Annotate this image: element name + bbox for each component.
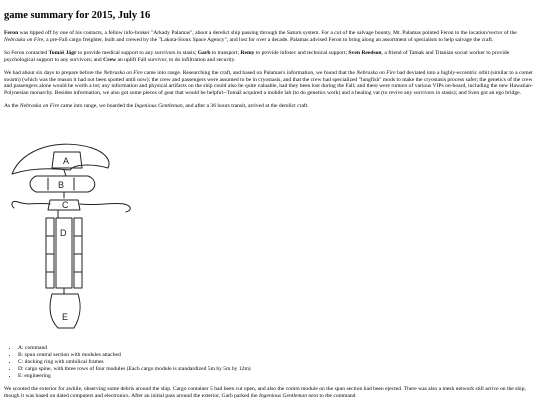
section-e-engineering <box>50 294 80 328</box>
text: , and after a 36 hours transit, arrived at the derelict craft. <box>182 103 309 110</box>
ship-sketch-diagram <box>8 138 148 343</box>
name-tomas: Tomáš Jägr <box>48 49 77 56</box>
text: , a friend of Tamak and Titanian social worker to provide psychological support to any survivors; and <box>4 49 510 63</box>
text: came into range, we boarded the <box>59 103 135 110</box>
ship-name: Nebraska on Fire <box>356 69 396 76</box>
name-sven: Sven Reedson <box>348 49 382 56</box>
paragraph-crew <box>4 50 536 64</box>
paragraph-scouting <box>4 386 536 400</box>
text: So Feron contacted <box>4 49 49 56</box>
text: We scouted the exterior for awhile, observing some debris around the ship. Cargo container 5 had been cut open, and also the comm module on the spun section had been ejected. There was also a mesh network still active on the ship, though it was based on dated computers and electronics. After an initial pass around the exterior, Garb parked the <box>4 385 526 399</box>
legend-item: • A: command <box>18 345 536 352</box>
text: to provide medical support to any survivors in stasis; <box>76 49 198 56</box>
legend-item: • C: docking ring with umbilical frames <box>18 359 536 366</box>
label-a: A <box>63 156 70 167</box>
ship-name: Nebraska on Fire <box>19 103 60 110</box>
label-d: D <box>60 228 67 239</box>
ship-name: Ingenious Gentleman <box>259 392 308 399</box>
text: next to the command <box>307 392 356 399</box>
name-crew: Crew <box>103 56 117 63</box>
legend-list <box>4 345 536 380</box>
text: was tipped off by one of his contacts, a fellow info-broker "Arkady Palamas", about a derelict ship passing through the Saturn system. For a cut of the salvage bounty, Mr. Palamas pointed Feron to the location/vector of the <box>18 30 517 36</box>
text: to transport; <box>210 49 241 56</box>
legend-item: • E: engineering <box>18 373 536 380</box>
page-title: game summary for 2015, July 16 <box>4 10 151 21</box>
text: had deviated into a highly-eccentric orbit (similar to a comet swarm) (which was the reason it had not been spotted until now); the crew and passengers were assumed to be in cryostasis, and that the crew had specialized "lungfish" mods to make the cryostasis process safer; the genetics of the crew and passengers alone would be worth a lot; any information and physical artifacts on the ship could also be quite valuable, had they been lost during the Fall; and there were rumors of various VIPs on-board, including the new Hawaiian-Polynesian monarchy. Besides information, we also got some pieces of gear that would be helpful--Tomáš acquired a mobile lab (to do genetics work) and a healing vat (to revive any survivors in stasis); and Sven got an ego bridge. <box>4 69 533 97</box>
connector <box>64 170 66 176</box>
paragraph-intro <box>4 30 536 44</box>
text: As the <box>4 103 20 110</box>
umbilical-left <box>12 202 50 209</box>
name-garb: Garb <box>197 49 211 56</box>
label-e: E <box>62 312 69 323</box>
text: to provide infosec and technical support; <box>254 49 349 56</box>
name-feron: Feron <box>4 30 19 36</box>
cargo-row-right <box>74 218 82 288</box>
paragraph-research <box>4 70 536 98</box>
legend-item: • D: cargo spine, with three rows of four modules (Each cargo module is standardized 5m by 5m by 12m) <box>18 366 536 373</box>
name-remy: Remy <box>240 49 255 56</box>
label-c: C <box>62 200 69 211</box>
paragraph-arrival <box>4 103 536 110</box>
text: came into range. Researching the craft, and based on Palamas's information, we found that the <box>142 69 357 76</box>
section-a-command <box>12 144 109 174</box>
text: an uplift Fall survivor, to do infiltration and security. <box>116 56 236 63</box>
ship-name: Ingenious Gentleman <box>134 103 183 110</box>
ship-name: Nebraska on Fire <box>4 36 44 43</box>
legend-item: • B: spun central section with modules attached <box>18 352 536 359</box>
umbilical-right <box>80 204 130 213</box>
text: , a pre-Fall cargo freighter, built and crewed by the "Lakota-Sioux Space Agency", and lost for over a decade. Palamas advised Feron to bring along an assortment of specialists to help salvage the craft. <box>43 36 494 43</box>
text: We had about six days to prepare before the <box>4 69 104 76</box>
cargo-row-left <box>46 218 54 288</box>
label-b: B <box>58 180 65 191</box>
ship-name: Nebraska on Fire <box>103 69 143 76</box>
